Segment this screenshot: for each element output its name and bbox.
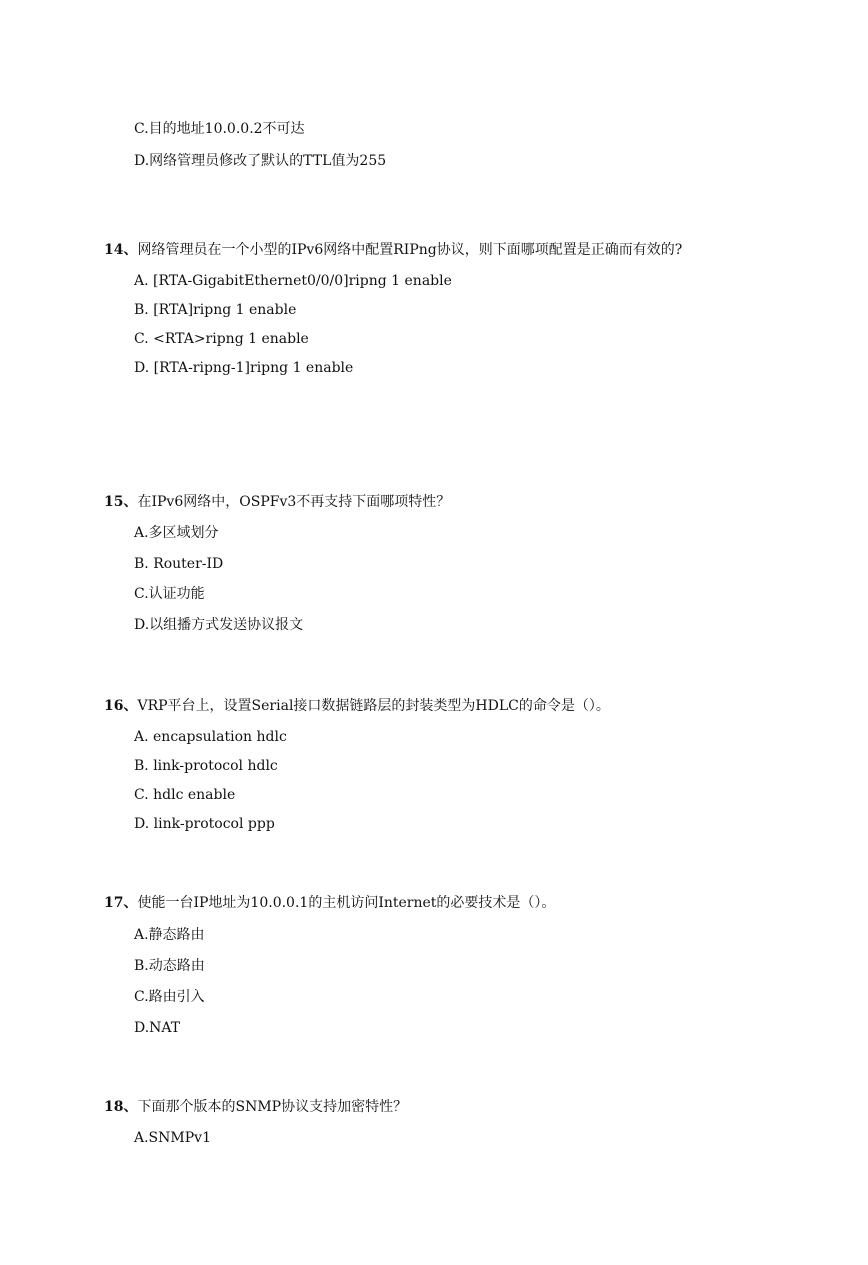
q15-option-b: B. Router-ID [134,556,224,572]
q14-option-d: D. [RTA-ripng-1]ripng 1 enable [134,360,354,376]
q17-option-c: C.路由引入 [134,989,205,1005]
question-number: 18、 [104,1099,138,1115]
q14-option-c: C. <RTA>ripng 1 enable [134,331,309,347]
question-text: 网络管理员在一个小型的IPv6网络中配置RIPng协议，则下面哪项配置是正确而有效的? [137,242,683,258]
question-number: 14、 [104,242,138,258]
question-16-stem [104,697,610,715]
question-17-stem [104,894,555,912]
q15-option-c: C.认证功能 [134,586,205,602]
question-14-stem [104,241,682,259]
q16-option-b: B. link-protocol hdlc [134,758,278,774]
q15-option-d: D.以组播方式发送协议报文 [134,617,304,633]
question-text: 使能一台IP地址为10.0.0.1的主机访问Internet的必要技术是（）。 [137,895,556,911]
q16-option-a: A. encapsulation hdlc [134,729,287,745]
q17-option-a: A.静态路由 [134,927,205,943]
question-text: 在IPv6网络中，OSPFv3不再支持下面哪项特性？ [137,494,451,510]
q14-option-a: A. [RTA-GigabitEthernet0/0/0]ripng 1 enable [134,273,452,289]
q18-option-a: A.SNMPv1 [134,1130,211,1146]
question-number: 15、 [104,494,138,510]
question-number: 16、 [104,698,138,714]
q17-option-d: D.NAT [134,1020,181,1036]
question-text: 下面那个版本的SNMP协议支持加密特性？ [137,1099,408,1115]
q13-option-d: D.网络管理员修改了默认的TTL值为255 [134,153,387,169]
q17-option-b: B.动态路由 [134,958,205,974]
question-18-stem [104,1098,407,1116]
question-text: VRP平台上，设置Serial接口数据链路层的封装类型为HDLC的命令是（）。 [137,698,610,714]
question-15-stem [104,493,450,511]
question-number: 17、 [104,895,138,911]
q14-option-b: B. [RTA]ripng 1 enable [134,302,297,318]
q15-option-a: A.多区域划分 [134,525,219,541]
q16-option-c: C. hdlc enable [134,787,236,803]
q16-option-d: D. link-protocol ppp [134,816,275,832]
q13-option-c: C.目的地址10.0.0.2不可达 [134,121,305,137]
